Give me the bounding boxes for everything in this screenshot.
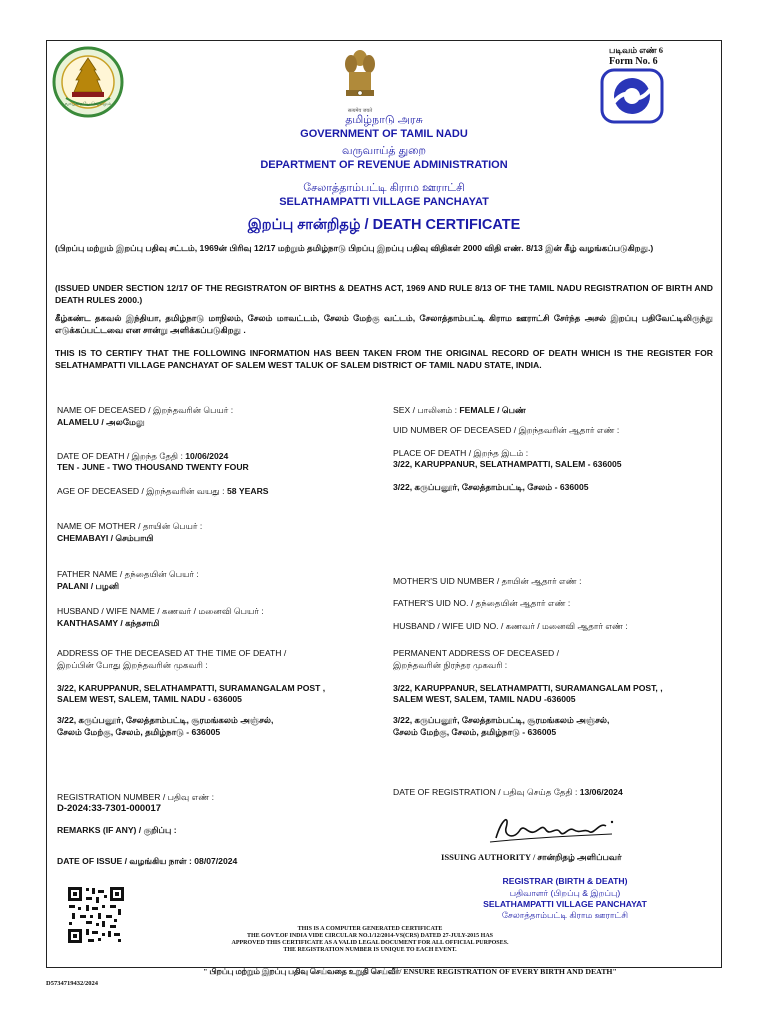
date-of-issue-label-text: DATE OF ISSUE / வழங்கிய நாள் : [57,856,192,866]
mother-uid-label: MOTHER'S UID NUMBER / தாயின் ஆதார் எண் : [393,576,582,586]
qr-code-icon [66,885,126,945]
registrar-title: REGISTRAR (BIRTH & DEATH) [502,876,628,886]
address-at-death-tamil-line-1: 3/22, கருப்பனூர், சேலத்தாம்பட்டி, சூரமங்கலம் அஞ்சல், [57,715,274,725]
department-name: DEPARTMENT OF REVENUE ADMINISTRATION [260,159,508,171]
registrar-title-tamil: பதிவாளர் (பிறப்பு & இறப்பு) [509,888,621,898]
registration-number-value: D-2024:33-7301-000017 [57,803,162,814]
certification-statement: THIS IS TO CERTIFY THAT THE FOLLOWING INFORMATION HAS BEEN TAKEN FROM THE ORIGINAL RECORD OF DEATH WHICH IS THE REGISTER FOR SELATHAMPATTI VILLAGE PANCHAYAT OF SALEM WEST TALUK OF SALEM DISTRICT OF TAMIL NADU STATE, INDIA. [55,348,713,370]
address-at-death-line-2: SALEM WEST, SALEM, TAMIL NADU - 636005 [57,694,242,704]
government-name-tamil: தமிழ்நாடு அரசு [345,114,423,126]
address-at-death-line-1: 3/22, KARUPPANUR, SELATHAMPATTI, SURAMANGALAM POST , [57,683,326,693]
age-value: 58 YEARS [226,486,269,496]
certification-statement-tamil: கீழ்கண்ட தகவல் இந்தியா, தமிழ்நாடு மாநிலம், சேலம் மாவட்டம், சேலம் மேற்கு வட்டம், சேலாத்தாம்பட்டி கிராம ஊராட்சி சேர்ந்த அசல் இறப்பு பதிவேட்டிலிருந்து எடுக்கப்பட்டவை என சான்று அளிக்கப்படுகிறது . [55,313,713,335]
registrar-office: SELATHAMPATTI VILLAGE PANCHAYAT [483,899,647,909]
date-of-issue-value: 08/07/2024 [194,856,238,866]
emblem-motto: सत्यमेव जयते [347,108,373,114]
date-of-issue-label [57,856,237,867]
remarks-label: REMARKS (IF ANY) / குறிப்பு : [57,825,177,835]
sex-value: FEMALE / பெண் [459,405,526,415]
spouse-name-value: KANTHASAMY / கந்தசாமி [57,618,160,628]
father-name-value: PALANI / பழனி [57,581,120,591]
permanent-address-line-1: 3/22, KARUPPANUR, SELATHAMPATTI, SURAMANGALAM POST, , [393,683,663,693]
date-of-death-words: TEN - JUNE - TWO THOUSAND TWENTY FOUR [57,462,249,472]
deceased-uid-label: UID NUMBER OF DECEASED / இறந்தவரின் ஆதார் எண் : [393,425,620,435]
place-of-death-value-tamil: 3/22, கருப்பனூர், சேலத்தாம்பட்டி, சேலம் - 636005 [393,482,589,492]
registration-slogan: " பிறப்பு மற்றும் இறப்பு பதிவு செய்வதை உறுதி செய்வீர்/ ENSURE REGISTRATION OF EVERY BIRTH AND DEATH" [203,967,617,976]
spouse-uid-label: HUSBAND / WIFE UID NO. / கணவர் / மனைவி ஆதார் எண் : [393,621,628,631]
sex-label-text: SEX / பாலினம் : [393,405,458,415]
permanent-address-label-tamil: இறந்தவரின் நிரந்தர முகவரி : [393,660,508,670]
registration-date-label [393,787,623,798]
date-of-death-label [57,451,228,462]
panchayat-name-tamil: சேலாத்தாம்பட்டி கிராம ஊராட்சி [303,182,465,194]
circular-note: THE GOVT.OF INDIA VIDE CIRCULAR NO.1/12/2014-VS(CRS) DATED 27-JULY-2015 HAS [246,933,494,939]
registrar-office-tamil: சேலாத்தாம்பட்டி கிராம ஊராட்சி [501,910,629,920]
permanent-address-label: PERMANENT ADDRESS OF DECEASED / [393,648,560,658]
legal-note-tamil: (பிறப்பு மற்றும் இறப்பு பதிவு சட்டம், 1969ன் பிரிவு 12/17 மற்றும் தமிழ்நாடு பிறப்பு இறப்பு பதிவு விதிகள் 2000 விதி எண். 8/13 இன் கீழ் வழங்கப்படுகிறது.) [55,243,654,253]
deceased-name-value: ALAMELU / அலமேலு [57,417,145,427]
computer-generated-note: THIS IS A COMPUTER GENERATED CERTIFICATE [297,926,443,932]
legal-note: (ISSUED UNDER SECTION 12/17 OF THE REGISTRATON OF BIRTHS & DEATHS ACT, 1969 AND RULE 8/13 OF THE TAMIL NADU REGISTRATION OF BIRTH AND DEATH RULES 2000.) [55,283,713,305]
department-name-tamil: வருவாய்த் துறை [341,145,427,157]
document-id: D5734719432/2024 [46,980,98,987]
date-of-death-value: 10/06/2024 [185,451,229,461]
deceased-name-label: NAME OF DECEASED / இறந்தவரின் பெயர் : [57,405,234,415]
permanent-address-tamil-line-2: சேலம் மேற்கு, சேலம், தமிழ்நாடு - 636005 [393,727,557,737]
government-name: GOVERNMENT OF TAMIL NADU [300,128,468,140]
age-label-text: AGE OF DECEASED / இறந்தவரின் வயது : [57,486,225,496]
address-at-death-label-tamil: இறப்பின் போது இறந்தவரின் முகவரி : [57,660,208,670]
mother-name-value: CHEMABAYI / செம்பாயி [57,533,154,543]
certificate-title: இறப்பு சான்றிதழ் / DEATH CERTIFICATE [247,217,521,233]
panchayat-name: SELATHAMPATTI VILLAGE PANCHAYAT [279,196,489,208]
place-of-death-value: 3/22, KARUPPANUR, SELATHAMPATTI, SALEM - 636005 [393,459,622,469]
permanent-address-line-2: SALEM WEST, SALEM, TAMIL NADU -636005 [393,694,576,704]
registration-date-value: 13/06/2024 [579,787,623,797]
tamil-nadu-seal-icon [52,46,124,118]
permanent-address-tamil-line-1: 3/22, கருப்பனூர், சேலத்தாம்பட்டி, சூரமங்கலம் அஞ்சல், [393,715,610,725]
date-of-death-label-text: DATE OF DEATH / இறந்த தேதி : [57,451,183,461]
tamil-nadu-seal-caption: வாய்மையே வெல்லும் [64,101,112,106]
registration-number-label: REGISTRATION NUMBER / பதிவு எண் : [57,792,215,802]
address-at-death-label: ADDRESS OF THE DECEASED AT THE TIME OF DEATH / [57,648,287,658]
form-number-tamil: படிவம் எண் 6 [609,45,664,55]
form-number: Form No. 6 [609,56,658,67]
spouse-name-label: HUSBAND / WIFE NAME / கணவர் / மனைவி பெயர் : [57,606,264,616]
address-at-death-tamil-line-2: சேலம் மேற்கு, சேலம், தமிழ்நாடு - 636005 [57,727,221,737]
place-of-death-label: PLACE OF DEATH / இறந்த இடம் : [393,448,529,458]
age-label [57,486,269,497]
father-name-label: FATHER NAME / தந்தையின் பெயர் : [57,569,199,579]
mother-name-label: NAME OF MOTHER / தாயின் பெயர் : [57,521,203,531]
unique-registration-note: THE REGISTRATION NUMBER IS UNIQUE TO EACH EVENT. [283,947,457,953]
sex-label [393,405,526,416]
issuing-authority-label: ISSUING AUTHORITY / சான்றிதழ் அளிப்பவர் [441,852,622,862]
registration-date-label-text: DATE OF REGISTRATION / பதிவு செய்த தேதி : [393,787,578,797]
national-emblem-icon [340,44,380,110]
registrar-signature-icon [488,808,628,848]
father-uid-label: FATHER'S UID NO. / தந்தையின் ஆதார் எண் : [393,598,571,608]
legal-validity-note: APPROVED THIS CERTIFICATE AS A VALID LEGAL DOCUMENT FOR ALL OFFICIAL PURPOSES. [231,940,509,946]
